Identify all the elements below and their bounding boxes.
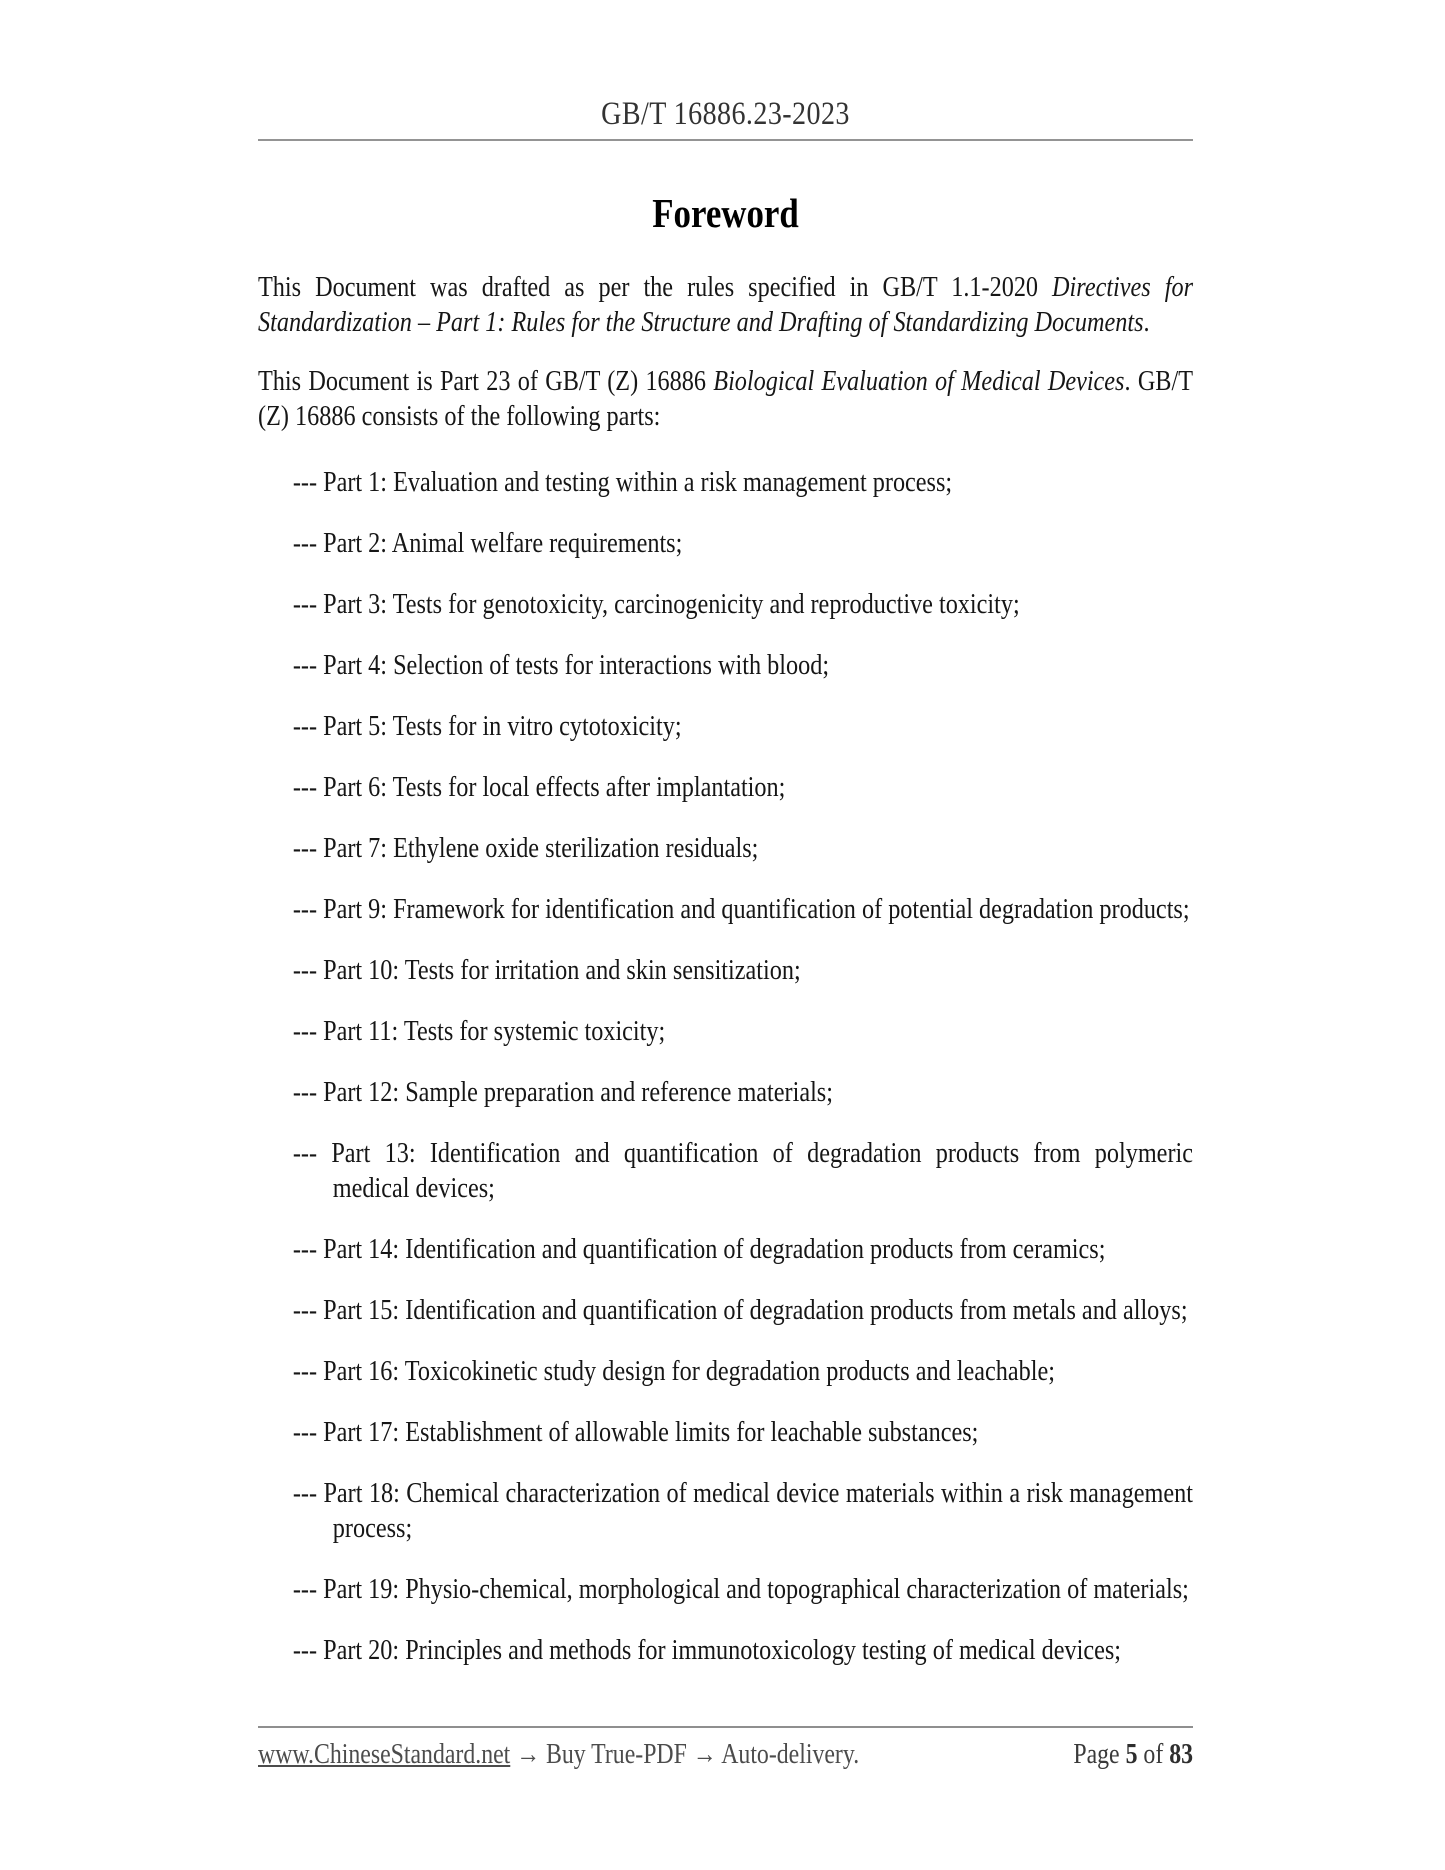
site-link[interactable]: www.ChineseStandard.net xyxy=(258,1739,511,1770)
list-item-part-16: --- Part 16: Toxicokinetic study design for degradation products and leachable; xyxy=(292,1356,1055,1387)
page-footer xyxy=(258,1726,1193,1773)
paragraph-run-italic: Biological Evaluation of Medical Devices xyxy=(713,366,1125,397)
list-item-part-9: --- Part 9: Framework for identification and quantification of potential degradation products; xyxy=(292,894,1190,925)
page-sheet xyxy=(258,0,1193,1870)
parts-list xyxy=(258,465,1193,1668)
list-item-part-7: --- Part 7: Ethylene oxide sterilization residuals; xyxy=(292,833,759,864)
list-item-part-15: --- Part 15: Identification and quantification of degradation products from metals and alloys; xyxy=(292,1295,1188,1326)
footer-divider xyxy=(258,1726,1193,1728)
paragraph-drafting-rules xyxy=(258,270,1193,340)
list-item-part-18: --- Part 18: Chemical characterization of medical device materials within a risk management process; xyxy=(292,1478,1194,1544)
list-item-part-3: --- Part 3: Tests for genotoxicity, carcinogenicity and reproductive toxicity; xyxy=(292,589,1020,620)
paragraph-run-italic: Directives for Standardization – Part 1: Rules for the Structure and Drafting of Standardizing Documents xyxy=(258,272,1193,338)
list-item-part-6: --- Part 6: Tests for local effects after implantation; xyxy=(292,772,786,803)
list-item-part-17: --- Part 17: Establishment of allowable limits for leachable substances; xyxy=(292,1417,979,1448)
paragraph-part-23 xyxy=(258,364,1193,434)
footer-tagline: → Buy True-PDF → Auto-delivery. xyxy=(510,1739,860,1770)
paragraph-run: . GB/T (Z) 16886 consists of the following parts: xyxy=(258,366,1193,432)
list-item-part-5: --- Part 5: Tests for in vitro cytotoxicity; xyxy=(292,711,682,742)
list-item-part-12: --- Part 12: Sample preparation and reference materials; xyxy=(292,1077,833,1108)
list-item-part-20: --- Part 20: Principles and methods for immunotoxicology testing of medical devices; xyxy=(292,1635,1122,1666)
page-indicator xyxy=(1073,1737,1193,1773)
page-current: 5 xyxy=(1125,1739,1138,1770)
header-divider xyxy=(258,139,1193,141)
paragraph-run: This Document was drafted as per the rules specified in GB/T 1.1-2020 xyxy=(258,272,1053,303)
list-item-part-14: --- Part 14: Identification and quantification of degradation products from ceramics; xyxy=(292,1234,1106,1265)
paragraph-run: . xyxy=(1143,307,1150,338)
list-item-part-11: --- Part 11: Tests for systemic toxicity; xyxy=(292,1016,666,1047)
page-title: Foreword xyxy=(652,190,799,236)
document-code-header: GB/T 16886.23-2023 xyxy=(601,96,850,132)
list-item-part-4: --- Part 4: Selection of tests for interactions with blood; xyxy=(292,650,830,681)
page-label: Page xyxy=(1073,1739,1126,1770)
list-item-part-1: --- Part 1: Evaluation and testing within a risk management process; xyxy=(292,467,953,498)
list-item-part-13: --- Part 13: Identification and quantification of degradation products from polymeric medical devices; xyxy=(292,1138,1194,1204)
footer-site-line xyxy=(258,1737,859,1773)
list-item-part-10: --- Part 10: Tests for irritation and skin sensitization; xyxy=(292,955,801,986)
list-item-part-19: --- Part 19: Physio-chemical, morphological and topographical characterization of materials; xyxy=(292,1574,1189,1605)
page-total: 83 xyxy=(1169,1739,1193,1770)
list-item-part-2: --- Part 2: Animal welfare requirements; xyxy=(292,528,683,559)
paragraph-run: This Document is Part 23 of GB/T (Z) 16886 xyxy=(258,366,714,397)
footer-row xyxy=(258,1737,1193,1773)
page-of: of xyxy=(1137,1739,1170,1770)
